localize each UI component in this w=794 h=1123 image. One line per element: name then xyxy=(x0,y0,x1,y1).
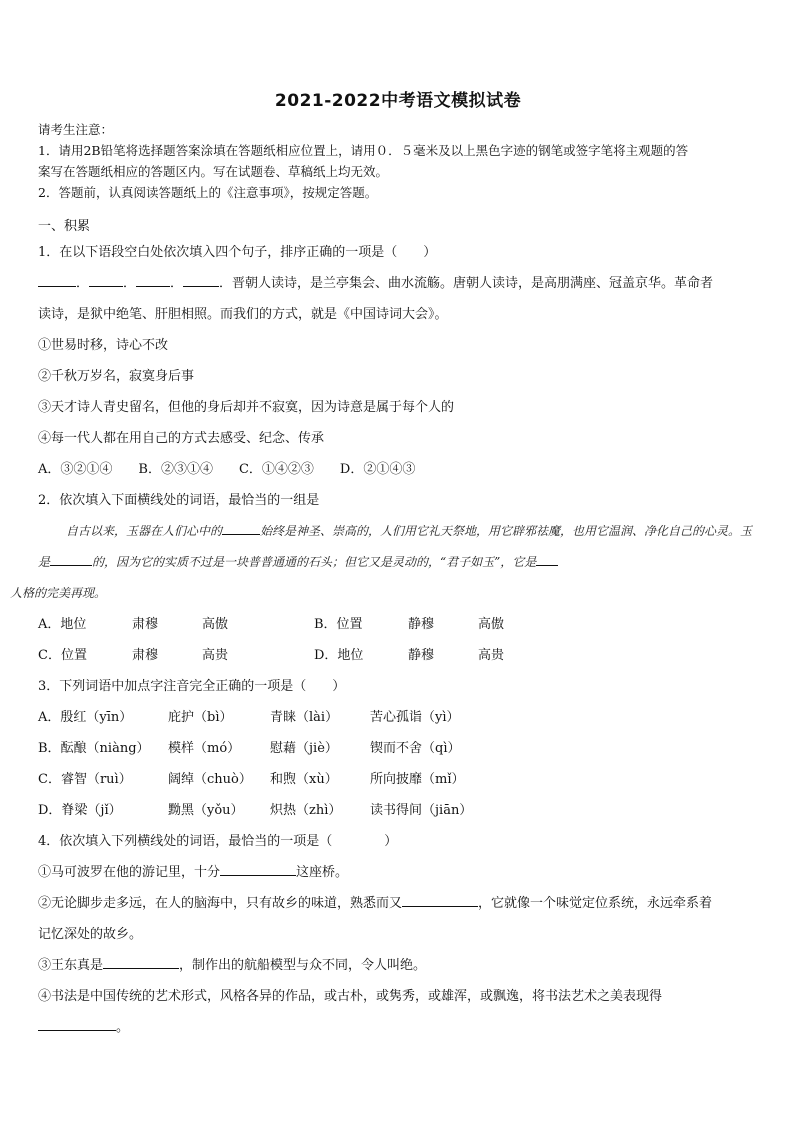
q4-item-text: ③王东真是 xyxy=(38,958,104,973)
section-heading: 一、积累 xyxy=(38,219,91,234)
q3-word: 模样（mó） xyxy=(168,741,241,756)
q4-item-text: 这座桥。 xyxy=(296,865,349,880)
q1-sentence-4: ④每一代人都在用自己的方式去感受、纪念、传承 xyxy=(38,431,325,446)
q1-option-b: B．②③①④ xyxy=(138,462,213,477)
question-1 xyxy=(38,237,758,485)
q3-option-row xyxy=(38,764,758,795)
answer-blank xyxy=(220,861,296,876)
q1-options xyxy=(38,454,758,485)
q4-item-4-cont xyxy=(38,1012,758,1043)
q3-word: A．殷红（yīn） xyxy=(38,710,133,725)
q3-word: B．酝酿（niàng） xyxy=(38,741,150,756)
answer-blank xyxy=(50,551,92,566)
q4-item-1 xyxy=(38,857,758,888)
answer-blank xyxy=(536,551,558,566)
q1-passage-text: ．晋朝人读诗，是兰亭集会、曲水流觞。唐朝人读诗，是高朋满座、冠盖京华。革命者 xyxy=(219,276,714,291)
q3-word: 青睐（lài） xyxy=(270,710,339,725)
q4-item-4: ④书法是中国传统的艺术形式，风格各异的作品，或古朴，或隽秀，或雄浑，或飘逸，将书法艺术之美表现得 xyxy=(38,989,663,1004)
notice-heading: 请考生注意： xyxy=(38,122,114,137)
answer-blank xyxy=(38,272,76,287)
q3-word: 慰藉（jiè） xyxy=(270,741,338,756)
q2-passage-text: 人格的完美再现。 xyxy=(10,586,107,600)
q1-option-a: A．③②①④ xyxy=(38,462,113,477)
q3-word: 和煦（xù） xyxy=(270,772,338,787)
notice-line-1b: 案写在答题纸相应的答题区内。写在试题卷、草稿纸上均无效。 xyxy=(38,164,389,179)
page-title: 2021-2022中考语文模拟试卷 xyxy=(274,91,522,111)
question-4 xyxy=(38,826,758,1043)
answer-blank xyxy=(103,954,179,969)
q1-passage-line-b: 读诗，是狱中绝笔、肝胆相照。而我们的方式，就是《中国诗词大会》。 xyxy=(38,307,448,322)
q4-item-text: ，它就像一个味觉定位系统，永远牵系着 xyxy=(478,896,713,911)
notice-line-1a: 1．请用2B铅笔将选择题答案涂填在答题纸相应位置上，请用０．５毫米及以上黑色字迹的钢笔或签字笔将主观题的答 xyxy=(38,143,689,158)
answer-blank xyxy=(402,892,478,907)
q1-option-d: D．②①④③ xyxy=(339,462,416,477)
q1-sentence-1: ①世易时移，诗心不改 xyxy=(38,338,169,353)
q4-item-3 xyxy=(38,950,758,981)
question-2 xyxy=(10,485,758,671)
q4-item-text: ，制作出的航船模型与众不同，令人叫绝。 xyxy=(179,958,427,973)
q4-item-2-cont: 记忆深处的故乡。 xyxy=(38,927,143,942)
q3-word: 苦心孤诣（yì） xyxy=(370,710,460,725)
answer-blank xyxy=(136,272,170,287)
q3-option-row xyxy=(38,733,758,764)
q4-item-2 xyxy=(38,888,758,919)
q3-word: 所向披靡（mǐ） xyxy=(370,772,465,787)
q2-option-c-word: 高贵 xyxy=(202,648,229,663)
q2-option-b: B．位置 xyxy=(314,617,363,632)
q4-item-text: 。 xyxy=(116,1020,130,1035)
q1-sentence-3: ③天才诗人青史留名，但他的身后却并不寂寞，因为诗意是属于每个人的 xyxy=(38,400,455,415)
q2-option-a-word: 肃穆 xyxy=(132,617,159,632)
q3-word: 炽热（zhì） xyxy=(270,803,342,818)
q2-option-d-word: 高贵 xyxy=(478,648,505,663)
q3-word: 锲而不舍（qì） xyxy=(370,741,461,756)
q3-word: 读书得间（jiān） xyxy=(370,803,473,818)
q2-option-a-word: 高傲 xyxy=(202,617,229,632)
q2-passage xyxy=(10,516,758,609)
q1-stem: 1．在以下语段空白处依次填入四个句子，排序正确的一项是（ ） xyxy=(38,245,437,260)
q2-options-row-2 xyxy=(38,640,758,671)
q4-item-text: ①马可波罗在他的游记里，十分 xyxy=(38,865,221,880)
q3-word: 阔绰（chuò） xyxy=(168,772,252,787)
q2-passage-text: 自古以来，玉器在人们心中的 xyxy=(66,524,223,538)
answer-blank xyxy=(89,272,123,287)
q2-option-b-word: 高傲 xyxy=(478,617,505,632)
q3-option-row xyxy=(38,702,758,733)
notice-block xyxy=(38,119,758,203)
answer-blank xyxy=(38,1016,116,1031)
q3-option-row xyxy=(38,795,758,826)
q2-option-c: C．位置 xyxy=(38,648,87,663)
q3-stem: 3．下列词语中加点字注音完全正确的一项是（ ） xyxy=(38,679,346,694)
q4-item-text: ②无论脚步走多远，在人的脑海中，只有故乡的味道，熟悉而又 xyxy=(38,896,403,911)
q2-passage-text: 的，因为它的实质不过是一块普普通通的石头；但它又是灵动的，“君子如玉”，它是 xyxy=(92,555,537,569)
q3-word: D．脊梁（jǐ） xyxy=(38,803,122,818)
question-3 xyxy=(38,671,758,826)
answer-blank xyxy=(183,272,219,287)
q3-word: 黝黑（yǒu） xyxy=(168,803,244,818)
q2-stem: 2．依次填入下面横线处的词语，最恰当的一组是 xyxy=(38,493,320,508)
q1-passage-line-a: ． ． ． ．晋朝人读诗，是兰亭集会、曲水流觞。唐朝人读诗，是高朋满座、冠盖京华。革命者 xyxy=(38,268,758,299)
q2-option-d-word: 静穆 xyxy=(408,648,435,663)
q2-option-a: A．地位 xyxy=(38,617,87,632)
q2-passage-text: 始终是神圣、崇高的，人们用它礼天祭地，用它辟邪祛魔，也用它温润、净 xyxy=(260,524,657,538)
q2-option-c-word: 肃穆 xyxy=(132,648,159,663)
q3-word: 庇护（bì） xyxy=(168,710,233,725)
q2-option-b-word: 静穆 xyxy=(408,617,435,632)
q2-passage-text: 化自己的心灵。玉是 xyxy=(38,524,753,569)
q3-word: C．睿智（ruì） xyxy=(38,772,132,787)
q2-options-row-1 xyxy=(38,609,758,640)
q2-option-d: D．地位 xyxy=(314,648,364,663)
q4-stem: 4．依次填入下列横线处的词语，最恰当的一项是（ ） xyxy=(38,834,398,849)
notice-line-2: 2．答题前，认真阅读答题纸上的《注意事项》，按规定答题。 xyxy=(38,185,378,200)
answer-blank xyxy=(222,520,260,535)
q1-option-c: C．①④②③ xyxy=(238,462,314,477)
q1-sentence-2: ②千秋万岁名，寂寞身后事 xyxy=(38,369,195,384)
